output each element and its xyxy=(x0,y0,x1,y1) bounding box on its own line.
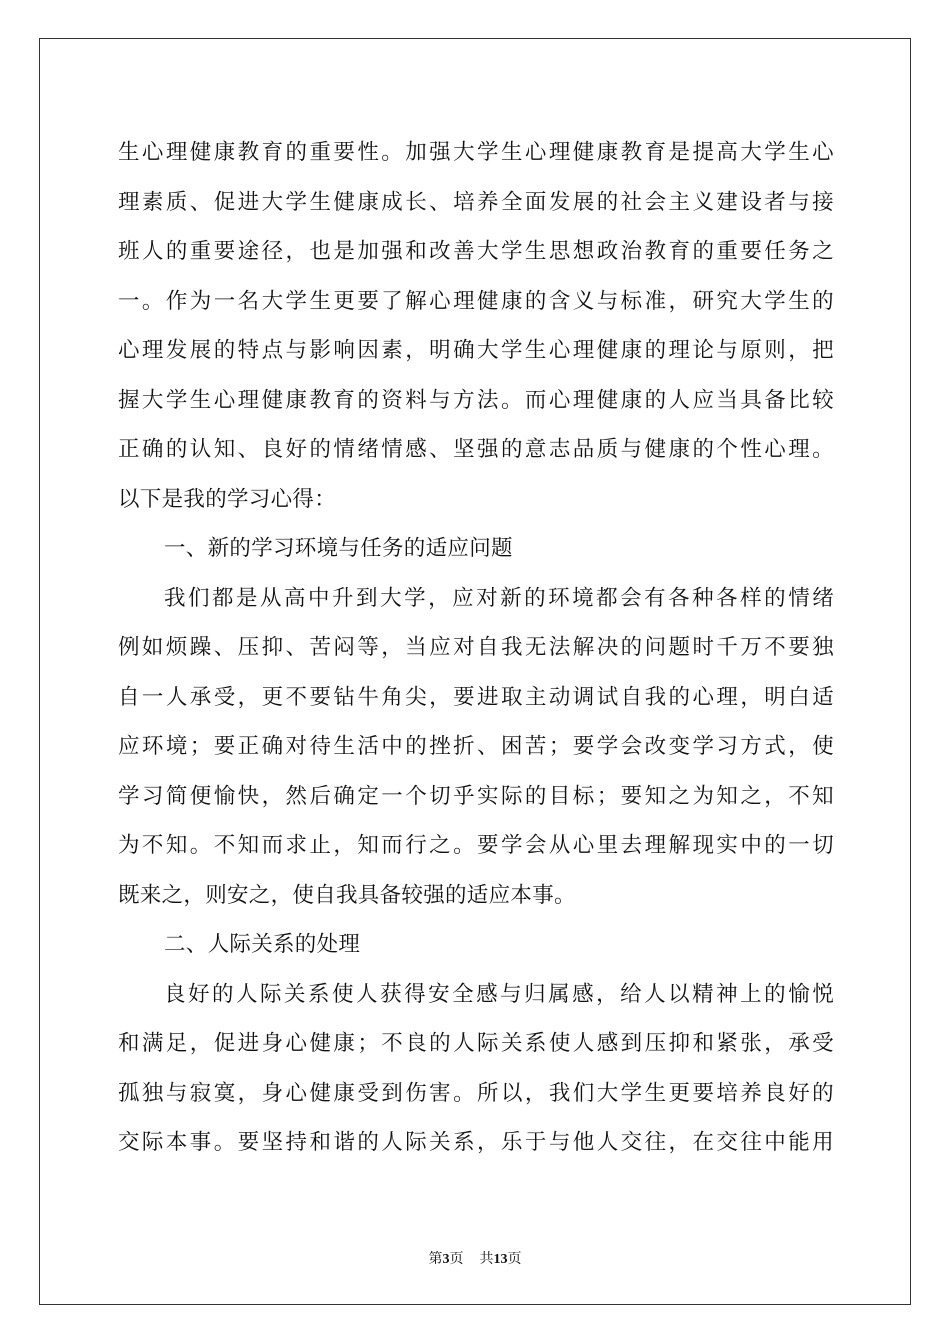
page-suffix: 页 xyxy=(449,1252,464,1267)
text-line: 一。作为一名大学生更要了解心理健康的含义与标准，研究大学生的 xyxy=(118,288,834,314)
section-heading: 一、新的学习环境与任务的适应问题 xyxy=(164,536,513,561)
total-pages: 13 xyxy=(493,1252,508,1267)
text-line: 应环境；要正确对待生活中的挫折、困苦；要学会改变学习方式，使 xyxy=(118,734,834,759)
text-line: 生心理健康教育的重要性。加强大学生心理健康教育是提高大学生心 xyxy=(118,140,834,165)
text-line: 既来之，则安之，使自我具备较强的适应本事。 xyxy=(118,882,576,908)
text-line: 握大学生心理健康教育的资料与方法。而心理健康的人应当具备比较 xyxy=(118,387,834,413)
text-line: 自一人承受，更不要钻牛角尖，要进取主动调试自我的心理，明白适 xyxy=(118,684,834,710)
text-line: 理素质、促进大学生健康成长、培养全面发展的社会主义建设者与接 xyxy=(118,189,834,215)
section-heading: 二、人际关系的处理 xyxy=(164,932,361,957)
text-line: 心理发展的特点与影响因素，明确大学生心理健康的理论与原则，把 xyxy=(118,338,834,363)
text-line: 和满足，促进身心健康；不良的人际关系使人感到压抑和紧张，承受 xyxy=(118,1031,834,1056)
text-line: 以下是我的学习心得： xyxy=(118,486,337,512)
text-line: 例如烦躁、压抑、苦闷等，当应对自我无法解决的问题时千万不要独 xyxy=(118,635,834,660)
text-line: 交际本事。要坚持和谐的人际关系，乐于与他人交往，在交往中能用 xyxy=(118,1130,834,1155)
text-line: 班人的重要途径，也是加强和改善大学生思想政治教育的重要任务之 xyxy=(118,239,834,264)
text-line: 正确的认知、良好的情绪情感、坚强的意志品质与健康的个性心理。 xyxy=(118,437,834,462)
text-line: 我们都是从高中升到大学，应对新的环境都会有各种各样的情绪 xyxy=(164,585,834,611)
page-prefix: 第 xyxy=(428,1252,443,1267)
document-body xyxy=(118,128,834,1168)
total-prefix: 共 xyxy=(479,1252,494,1267)
text-line: 学习简便愉快，然后确定一个切乎实际的目标；要知之为知之，不知 xyxy=(118,783,834,809)
text-line: 孤独与寂寞，身心健康受到伤害。所以，我们大学生更要培养良好的 xyxy=(118,1080,834,1106)
page-number: 3 xyxy=(442,1252,450,1267)
text-line: 良好的人际关系使人获得安全感与归属感，给人以精神上的愉悦 xyxy=(164,981,834,1007)
page-footer xyxy=(0,1248,950,1268)
text-line: 为不知。不知而求止，知而行之。要学会从心里去理解现实中的一切 xyxy=(118,833,834,858)
total-suffix: 页 xyxy=(507,1252,522,1267)
